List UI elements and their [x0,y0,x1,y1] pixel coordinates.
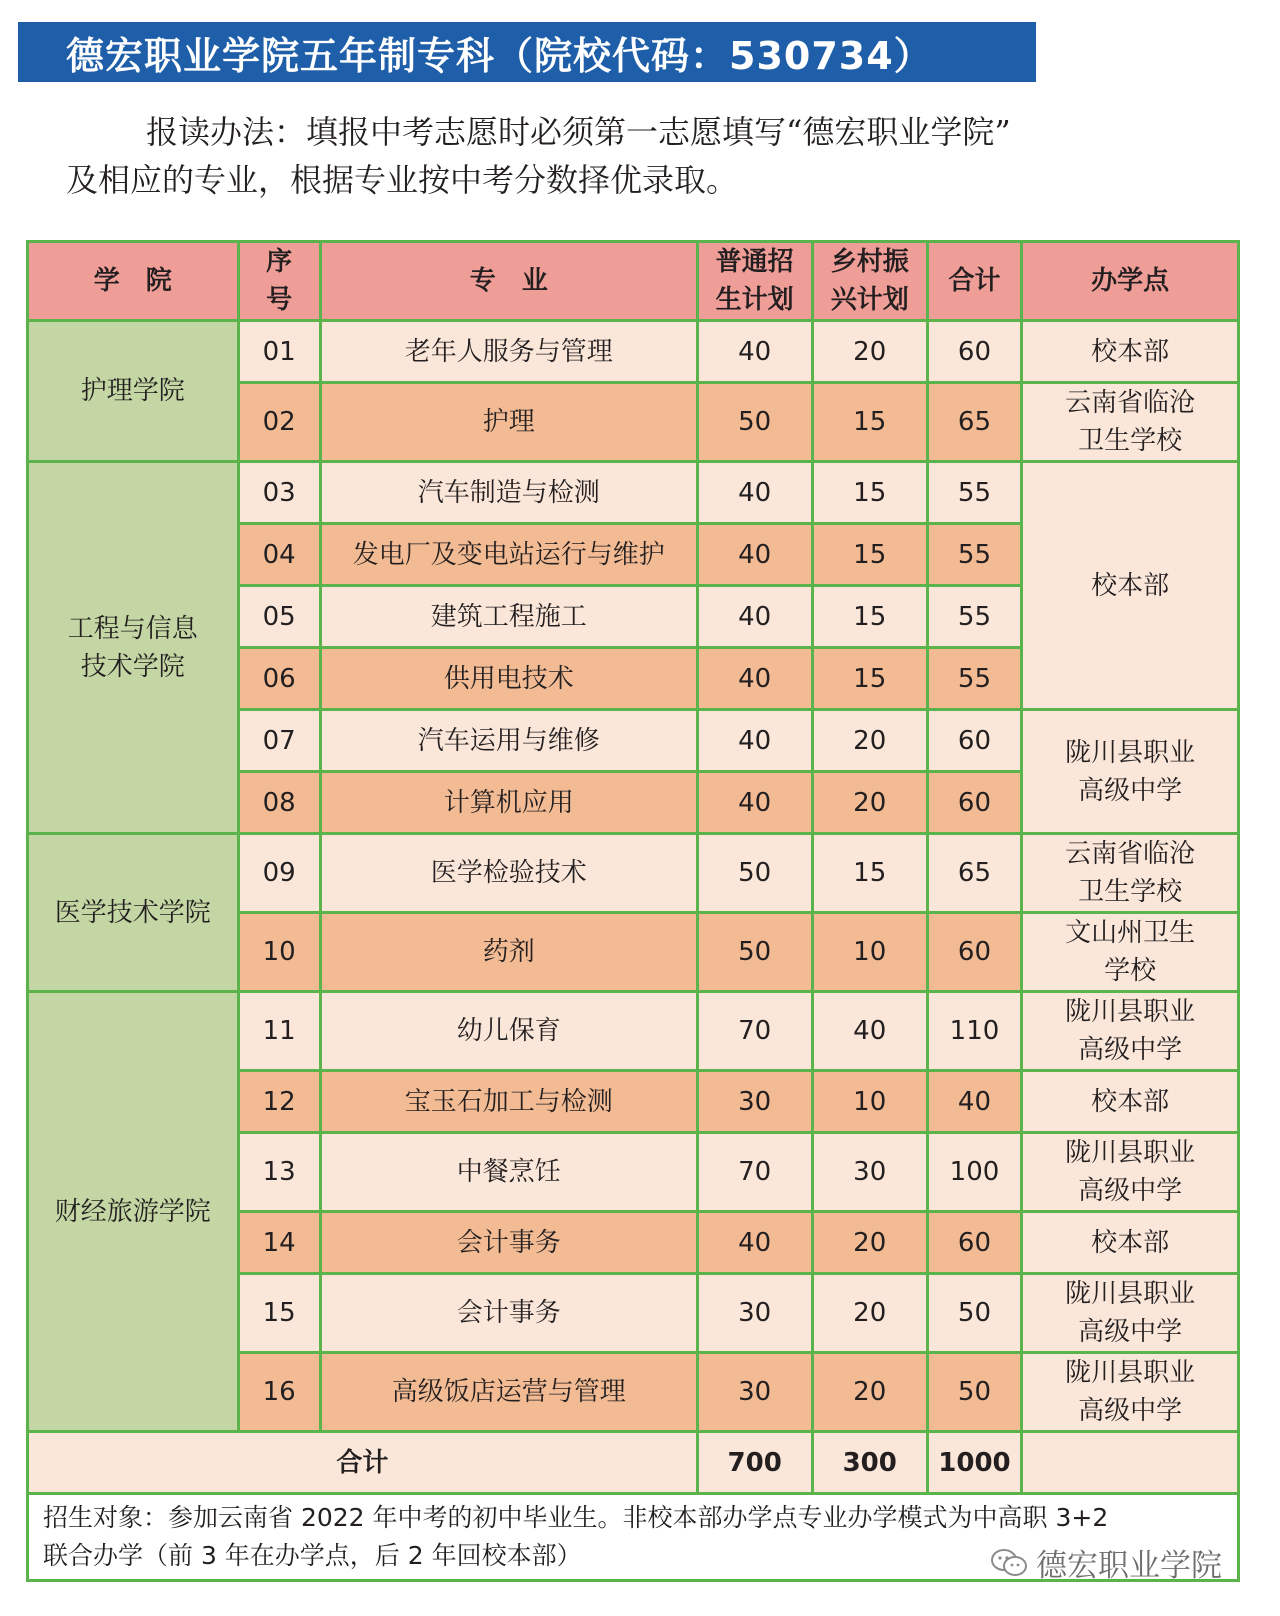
cell-major: 汽车运用与维修 [320,710,697,772]
cell-major: 药剂 [320,913,697,992]
cell-major: 宝玉石加工与检测 [320,1071,697,1133]
cell-site: 陇川县职业 高级中学 [1022,992,1239,1071]
cell-seq: 09 [238,834,320,913]
header-rural-plan: 乡村振 兴计划 [812,242,927,321]
wechat-icon [990,1548,1028,1578]
cell-major: 发电厂及变电站运行与维护 [320,524,697,586]
cell-site: 陇川县职业 高级中学 [1022,1133,1239,1212]
cell-seq: 15 [238,1274,320,1353]
cell-major: 会计事务 [320,1274,697,1353]
cell-seq: 02 [238,383,320,462]
college-medical-tech: 医学技术学院 [28,834,239,992]
watermark [990,1540,1222,1585]
cell-seq: 12 [238,1071,320,1133]
cell-rural-plan: 15 [812,462,927,524]
cell-rural-plan: 10 [812,1071,927,1133]
table-row [28,462,1239,524]
cell-major: 汽车制造与检测 [320,462,697,524]
cell-seq: 11 [238,992,320,1071]
cell-site: 校本部 [1022,462,1239,710]
cell-rural-plan: 20 [812,772,927,834]
cell-total: 55 [927,586,1021,648]
cell-regular-plan: 70 [697,992,812,1071]
cell-total: 60 [927,772,1021,834]
totals-regular-plan: 700 [697,1432,812,1494]
cell-total: 50 [927,1353,1021,1432]
cell-total: 60 [927,1212,1021,1274]
cell-rural-plan: 40 [812,992,927,1071]
cell-rural-plan: 20 [812,1212,927,1274]
cell-major: 会计事务 [320,1212,697,1274]
cell-rural-plan: 10 [812,913,927,992]
cell-site: 校本部 [1022,1212,1239,1274]
table-row [28,834,1239,913]
cell-major: 护理 [320,383,697,462]
table-header-row [28,242,1239,321]
totals-rural-plan: 300 [812,1432,927,1494]
cell-major: 高级饭店运营与管理 [320,1353,697,1432]
header-college: 学 院 [28,242,239,321]
cell-site: 陇川县职业 高级中学 [1022,1274,1239,1353]
header-regular-plan: 普通招 生计划 [697,242,812,321]
cell-site: 校本部 [1022,1071,1239,1133]
page-title: 德宏职业学院五年制专科（院校代码：530734） [18,22,1036,82]
college-finance-tourism: 财经旅游学院 [28,992,239,1432]
cell-major: 中餐烹饪 [320,1133,697,1212]
cell-seq: 13 [238,1133,320,1212]
watermark-text: 德宏职业学院 [1036,1548,1222,1584]
table-row [28,992,1239,1071]
enrollment-plan-table [26,240,1240,1582]
totals-total: 1000 [927,1432,1021,1494]
cell-rural-plan: 15 [812,586,927,648]
cell-total: 60 [927,913,1021,992]
instructions-line-2: 及相应的专业，根据专业按中考分数择优录取。 [66,161,739,199]
cell-major: 幼儿保育 [320,992,697,1071]
cell-rural-plan: 20 [812,1353,927,1432]
cell-major: 老年人服务与管理 [320,321,697,383]
header-seq: 序 号 [238,242,320,321]
header-site: 办学点 [1022,242,1239,321]
cell-regular-plan: 40 [697,524,812,586]
header-major: 专 业 [320,242,697,321]
cell-regular-plan: 40 [697,648,812,710]
cell-site: 陇川县职业 高级中学 [1022,1353,1239,1432]
cell-total: 100 [927,1133,1021,1212]
cell-seq: 07 [238,710,320,772]
table-row [28,321,1239,383]
totals-site-empty [1022,1432,1239,1494]
cell-total: 60 [927,321,1021,383]
cell-regular-plan: 30 [697,1071,812,1133]
cell-seq: 06 [238,648,320,710]
college-engineering: 工程与信息 技术学院 [28,462,239,834]
cell-major: 建筑工程施工 [320,586,697,648]
cell-total: 40 [927,1071,1021,1133]
cell-site: 云南省临沧 卫生学校 [1022,834,1239,913]
cell-total: 50 [927,1274,1021,1353]
cell-rural-plan: 30 [812,1133,927,1212]
instructions-line-1: 报读办法：填报中考志愿时必须第一志愿填写“德宏职业学院” [146,113,1011,151]
cell-regular-plan: 30 [697,1353,812,1432]
cell-total: 65 [927,834,1021,913]
cell-regular-plan: 70 [697,1133,812,1212]
cell-seq: 08 [238,772,320,834]
cell-total: 110 [927,992,1021,1071]
cell-regular-plan: 40 [697,710,812,772]
cell-seq: 04 [238,524,320,586]
college-nursing: 护理学院 [28,321,239,462]
cell-total: 55 [927,524,1021,586]
cell-seq: 14 [238,1212,320,1274]
cell-regular-plan: 40 [697,772,812,834]
cell-site: 校本部 [1022,321,1239,383]
cell-regular-plan: 50 [697,913,812,992]
cell-seq: 10 [238,913,320,992]
cell-total: 55 [927,462,1021,524]
cell-rural-plan: 15 [812,834,927,913]
enrollment-note: 招生对象：参加云南省 2022 年中考的初中毕业生。非校本部办学点专业办学模式为中高职 3+2 联合办学（前 3 年在办学点，后 2 年回校本部） [28,1494,1239,1581]
cell-regular-plan: 30 [697,1274,812,1353]
cell-regular-plan: 50 [697,383,812,462]
cell-major: 供用电技术 [320,648,697,710]
cell-total: 60 [927,710,1021,772]
cell-site: 文山州卫生 学校 [1022,913,1239,992]
totals-row [28,1432,1239,1494]
cell-seq: 01 [238,321,320,383]
enrollment-instructions [66,108,1216,204]
cell-rural-plan: 15 [812,648,927,710]
cell-site: 云南省临沧 卫生学校 [1022,383,1239,462]
header-total: 合计 [927,242,1021,321]
cell-major: 计算机应用 [320,772,697,834]
cell-regular-plan: 40 [697,1212,812,1274]
cell-seq: 05 [238,586,320,648]
cell-site: 陇川县职业 高级中学 [1022,710,1239,834]
cell-total: 65 [927,383,1021,462]
cell-regular-plan: 40 [697,321,812,383]
cell-rural-plan: 20 [812,710,927,772]
cell-regular-plan: 50 [697,834,812,913]
cell-total: 55 [927,648,1021,710]
cell-major: 医学检验技术 [320,834,697,913]
cell-rural-plan: 15 [812,524,927,586]
cell-regular-plan: 40 [697,586,812,648]
cell-rural-plan: 20 [812,321,927,383]
cell-seq: 03 [238,462,320,524]
cell-rural-plan: 20 [812,1274,927,1353]
cell-seq: 16 [238,1353,320,1432]
totals-label: 合计 [28,1432,698,1494]
cell-regular-plan: 40 [697,462,812,524]
cell-rural-plan: 15 [812,383,927,462]
